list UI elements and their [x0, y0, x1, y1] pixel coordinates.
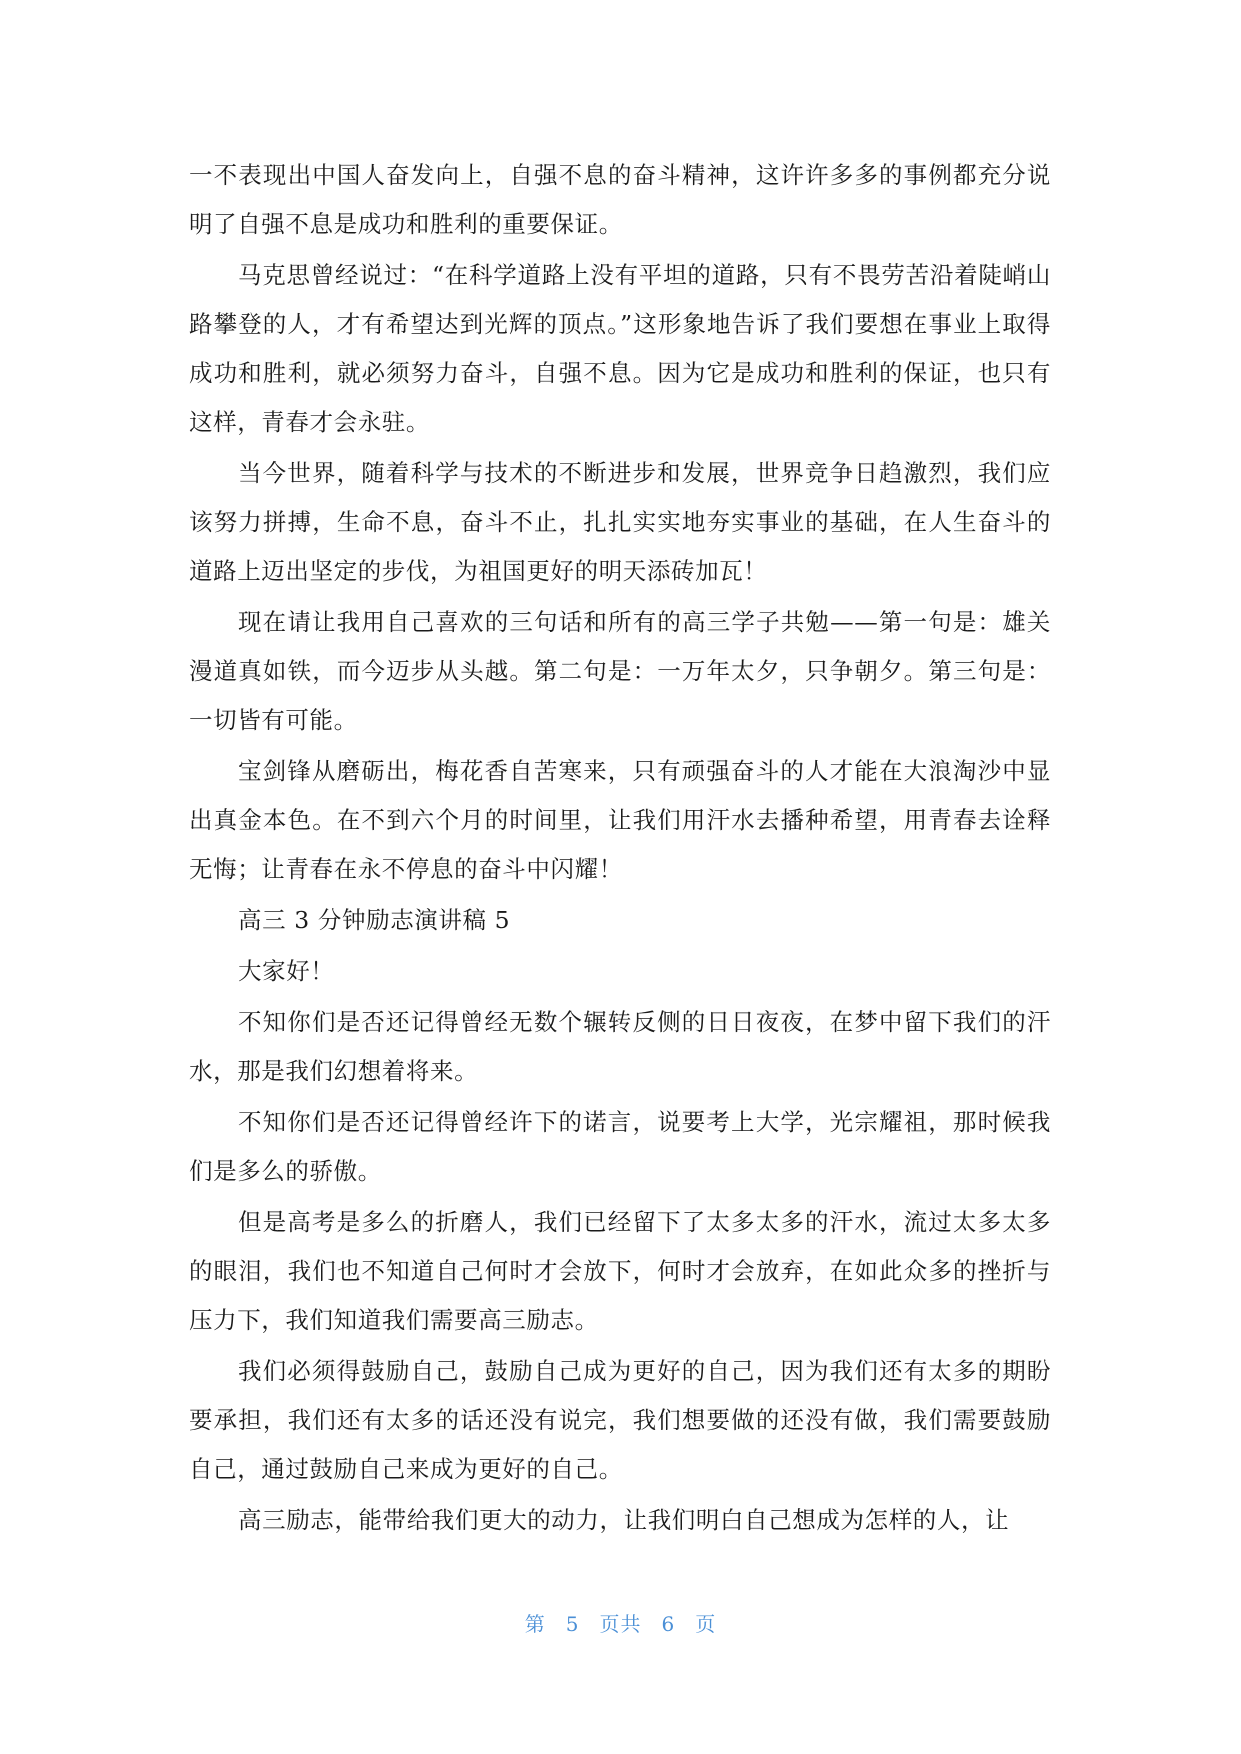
paragraph-world-today: 当今世界，随着科学与技术的不断进步和发展，世界竞争日趋激烈，我们应该努力拼搏，生命不息，奋斗不止，扎扎实实地夯实事业的基础，在人生奋斗的道路上迈出坚定的步伐，为祖国更好的明天添砖加瓦！: [189, 459, 1051, 585]
footer-total-pages: 6: [661, 1612, 676, 1636]
footer-current-page: 5: [565, 1612, 580, 1636]
paragraph-motivation: 高三励志，能带给我们更大的动力，让我们明白自己想成为怎样的人，让: [238, 1506, 1010, 1534]
paragraph-encourage-self: 我们必须得鼓励自己，鼓励自己成为更好的自己，因为我们还有太多的期盼要承担，我们还有太多的话还没有说完，我们想要做的还没有做，我们需要鼓励自己，通过鼓励自己来成为更好的自己。: [189, 1357, 1051, 1483]
document-body: [189, 151, 1051, 1547]
paragraph-three-sentences: 现在请让我用自己喜欢的三句话和所有的高三学子共勉——第一句是：雄关漫道真如铁，而今迈步从头越。第二句是：一万年太夕，只争朝夕。第三句是：一切皆有可能。: [189, 608, 1051, 734]
paragraph-continuation: 一不表现出中国人奋发向上，自强不息的奋斗精神，这许许多多的事例都充分说明了自强不息是成功和胜利的重要保证。: [189, 161, 1051, 238]
paragraph-sword-edge: 宝剑锋从磨砺出，梅花香自苦寒来，只有顽强奋斗的人才能在大浪淘沙中显出真金本色。在不到六个月的时间里，让我们用汗水去播种希望，用青春去诠释无悔；让青春在永不停息的奋斗中闪耀！: [189, 757, 1051, 883]
page-number-footer: [0, 1608, 1241, 1637]
footer-suffix: 页: [695, 1612, 717, 1636]
paragraph-exam-pressure: 但是高考是多么的折磨人，我们已经留下了太多太多的汗水，流过太多太多的眼泪，我们也不知道自己何时才会放下，何时才会放弃，在如此众多的挫折与压力下，我们知道我们需要高三励志。: [189, 1208, 1051, 1334]
section-heading: 高三 3 分钟励志演讲稿 5: [238, 906, 511, 934]
footer-prefix: 第: [524, 1612, 546, 1636]
paragraph-greeting: 大家好！: [238, 957, 335, 985]
paragraph-sleepless-nights: 不知你们是否还记得曾经无数个辗转反侧的日日夜夜，在梦中留下我们的汗水，那是我们幻想着将来。: [189, 1008, 1051, 1085]
paragraph-marx-quote: 马克思曾经说过：“在科学道路上没有平坦的道路，只有不畏劳苦沿着陡峭山路攀登的人，才有希望达到光辉的顶点。”这形象地告诉了我们要想在事业上取得成功和胜利，就必须努力奋斗，自强不息。因为它是成功和胜利的保证，也只有这样，青春才会永驻。: [189, 261, 1051, 436]
paragraph-promise: 不知你们是否还记得曾经许下的诺言，说要考上大学，光宗耀祖，那时候我们是多么的骄傲。: [189, 1108, 1051, 1185]
footer-mid: 页共: [599, 1612, 642, 1636]
